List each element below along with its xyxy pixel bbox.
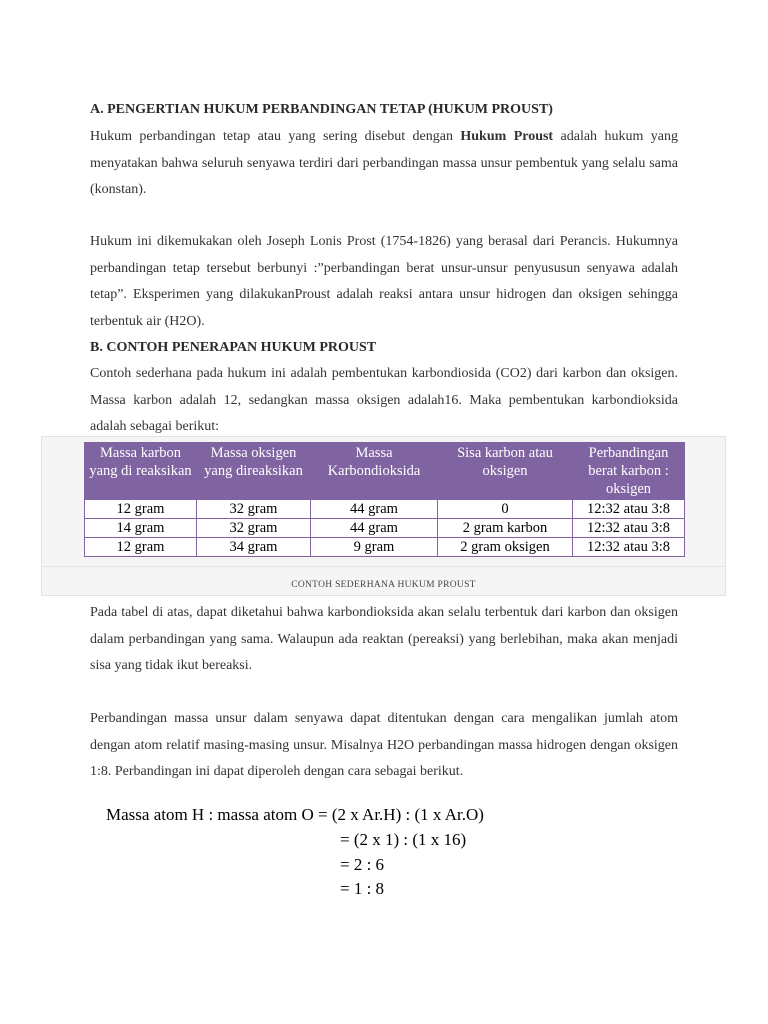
table-caption: CONTOH SEDERHANA HUKUM PROUST (291, 580, 476, 590)
table-cell: 14 gram (85, 519, 197, 538)
section-b-paragraph-1: Contoh sederhana pada hukum ini adalah pembentukan karbondiosida (CO2) dari karbon dan oksigen. Massa karbon adalah 12, sedangkan massa oksigen adalah16. Maka pembentukan karbondioksida adalah sebagai berikut: (90, 366, 678, 434)
after-table-paragraph-1: Pada tabel di atas, dapat diketahui bahwa karbondioksida akan selalu terbentuk dari karbon dan oksigen dalam perbandingan yang sama. Walaupun ada reaktan (pereaksi) yang berlebihan, maka akan menjadi sisa yang tidak ikut bereaksi. (90, 605, 678, 673)
table-cell: 2 gram oksigen (438, 538, 573, 557)
table-cell: 44 gram (311, 519, 438, 538)
table-cell: 12:32 atau 3:8 (573, 500, 685, 519)
section-a-paragraph-2: Hukum ini dikemukakan oleh Joseph Lonis Prost (1754-1826) yang berasal dari Perancis. Hukumnya perbandingan tetap tersebut berbunyi :”perbandingan berat unsur-unsur penyususun senyawa adalah tetap”. Eksperimen yang dilakukanProust adalah reaksi antara unsur hidrogen dan oksigen sehingga terbentuk air (H2O). (90, 234, 678, 329)
section-a-paragraph-1 (90, 124, 678, 204)
hukum-proust-bold: Hukum Proust (460, 129, 554, 144)
after-table-paragraph-2: Perbandingan massa unsur dalam senyawa dapat ditentukan dengan cara mengalikan jumlah atom dengan atom relatif masing-masing unsur. Misalnya H2O perbandingan massa hidrogen dengan oksigen 1:8. Perbandingan ini dapat diperoleh dengan cara sebagai berikut. (90, 711, 678, 779)
header-massa-oksigen: Massa oksigen yang direaksikan (197, 443, 311, 500)
table-cell: 32 gram (197, 500, 311, 519)
table-row (85, 519, 685, 538)
section-b-heading: B. CONTOH PENERAPAN HUKUM PROUST (90, 340, 377, 355)
header-sisa: Sisa karbon atau oksigen (438, 443, 573, 500)
table-cell: 34 gram (197, 538, 311, 557)
table-cell: 12 gram (85, 500, 197, 519)
table-cell: 9 gram (311, 538, 438, 557)
formula-line-3: = 2 : 6 (340, 855, 385, 874)
table-row (85, 500, 685, 519)
header-perbandingan: Perbandingan berat karbon : oksigen (573, 443, 685, 500)
table-row (85, 538, 685, 557)
table-header-row (85, 443, 685, 500)
table-cell: 32 gram (197, 519, 311, 538)
section-a-heading: A. PENGERTIAN HUKUM PERBANDINGAN TETAP (HUKUM PROUST) (90, 102, 553, 117)
para1-text-start: Hukum perbandingan tetap atau yang sering disebut dengan (90, 129, 461, 144)
data-table (84, 442, 685, 557)
table-cell: 12:32 atau 3:8 (573, 519, 685, 538)
formula-line-1: Massa atom H : massa atom O = (2 x Ar.H) : (1 x Ar.O) (106, 805, 484, 824)
header-massa-karbon: Massa karbon yang di reaksikan (85, 443, 197, 500)
caption-divider (42, 566, 725, 567)
para1-text-end: adalah hukum yang menyatakan bahwa seluruh senyawa terdiri dari perbandingan massa unsur pembentuk yang selalu sama (konstan). (90, 129, 678, 197)
table-cell: 44 gram (311, 500, 438, 519)
table-cell: 0 (438, 500, 573, 519)
table-cell: 12 gram (85, 538, 197, 557)
header-massa-karbondioksida: Massa Karbondioksida (311, 443, 438, 500)
table-cell: 2 gram karbon (438, 519, 573, 538)
table-cell: 12:32 atau 3:8 (573, 538, 685, 557)
formula-line-2: = (2 x 1) : (1 x 16) (340, 830, 467, 849)
formula-line-4: = 1 : 8 (340, 879, 385, 898)
